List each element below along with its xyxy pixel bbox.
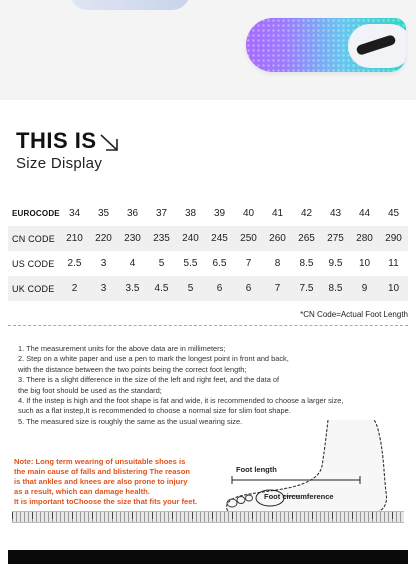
table-row-eurocode	[8, 201, 408, 226]
instruction-line: 3. There is a slight difference in the size of the left and right feet, and the data of	[18, 375, 280, 385]
table-row-us-code	[8, 251, 408, 276]
table-cell: 4.5	[154, 283, 169, 294]
instruction-line: the big foot should be used as the standard;	[18, 385, 162, 395]
table-cell: 41	[271, 208, 284, 219]
table-cell: 10	[387, 283, 400, 294]
table-cell: 4	[129, 258, 136, 269]
table-cell: 10	[358, 258, 371, 269]
measurement-instructions	[18, 344, 408, 427]
page-subtitle: Size Display	[16, 155, 103, 172]
table-cell: 42	[300, 208, 313, 219]
ruler-graphic	[12, 511, 404, 523]
instruction-line: such as a flat instep,It is recommended to choose a normal size for slim foot shape.	[18, 406, 291, 416]
arrow-down-right-icon	[98, 132, 122, 154]
instruction-line: 4. If the instep is high and the foot shape is fat and wide, it is recommended to choose a larger size,	[18, 396, 344, 406]
table-cell: 6	[245, 283, 252, 294]
note-line: is that ankles and knees are also prone to injury	[14, 477, 188, 486]
table-cell: 230	[124, 233, 141, 244]
table-cell: 38	[184, 208, 197, 219]
table-cell: 8.5	[299, 258, 314, 269]
foot-measurement-illustration	[222, 418, 416, 522]
table-cell: 265	[298, 233, 315, 244]
note-line: It is important toChoose the size that fits your feet.	[14, 497, 198, 506]
table-cell: 8.5	[328, 283, 343, 294]
note-line: the main cause of falls and blistering The reason	[14, 467, 190, 476]
table-cell: 35	[97, 208, 110, 219]
row-label: EUROCODE	[12, 209, 60, 218]
table-cell: 36	[126, 208, 139, 219]
table-cell: 240	[182, 233, 199, 244]
table-cell: 3	[100, 283, 107, 294]
table-cell: 3.5	[125, 283, 140, 294]
row-label: UK CODE	[12, 283, 55, 294]
table-cell: 39	[213, 208, 226, 219]
row-label: CN CODE	[12, 233, 55, 244]
product-image-strip	[0, 0, 416, 100]
shoe-upper-image	[70, 0, 190, 10]
table-row-cn-code	[8, 226, 408, 251]
table-cell: 220	[95, 233, 112, 244]
table-cell: 6.5	[212, 258, 227, 269]
table-cell: 2.5	[67, 258, 82, 269]
bottom-bar	[8, 550, 408, 564]
size-table	[8, 201, 408, 301]
warning-note	[14, 457, 224, 507]
table-cell: 7	[274, 283, 281, 294]
cn-code-note: *CN Code=Actual Foot Length	[300, 310, 408, 319]
table-cell: 235	[153, 233, 170, 244]
table-cell: 37	[155, 208, 168, 219]
table-cell: 6	[216, 283, 223, 294]
instruction-line: with the distance between the two points being the correct foot length;	[18, 364, 247, 374]
divider	[8, 325, 408, 326]
table-cell: 45	[387, 208, 400, 219]
instruction-line: 5. The measured size is roughly the same as the usual wearing size.	[18, 416, 243, 426]
note-line: as a result, which can damage health.	[14, 487, 150, 496]
table-cell: 5.5	[183, 258, 198, 269]
foot-circumference-label: Foot circumference	[264, 492, 334, 501]
foot-length-label: Foot length	[236, 465, 277, 474]
table-cell: 5	[158, 258, 165, 269]
table-cell: 260	[269, 233, 286, 244]
table-cell: 40	[242, 208, 255, 219]
table-cell: 34	[68, 208, 81, 219]
table-cell: 290	[385, 233, 402, 244]
page-title: THIS IS	[16, 128, 97, 153]
table-cell: 210	[66, 233, 83, 244]
table-cell: 250	[240, 233, 257, 244]
instruction-line: 2. Step on a white paper and use a pen to mark the longest point in front and back,	[18, 354, 289, 364]
table-cell: 275	[327, 233, 344, 244]
table-cell: 7	[245, 258, 252, 269]
table-cell: 11	[388, 258, 399, 269]
note-line: Note: Long term wearing of unsuitable shoes is	[14, 457, 186, 466]
table-cell: 8	[274, 258, 281, 269]
table-cell: 43	[329, 208, 342, 219]
table-cell: 7.5	[299, 283, 314, 294]
table-row-uk-code	[8, 276, 408, 301]
shoe-sole-image	[246, 18, 406, 72]
table-cell: 9	[361, 283, 368, 294]
table-cell: 280	[356, 233, 373, 244]
table-cell: 9.5	[328, 258, 343, 269]
row-label: US CODE	[12, 258, 55, 269]
table-cell: 2	[71, 283, 78, 294]
table-cell: 245	[211, 233, 228, 244]
instruction-line: 1. The measurement units for the above data are in millimeters;	[18, 344, 226, 353]
table-cell: 44	[358, 208, 371, 219]
table-cell: 5	[187, 283, 194, 294]
table-cell: 3	[100, 258, 107, 269]
